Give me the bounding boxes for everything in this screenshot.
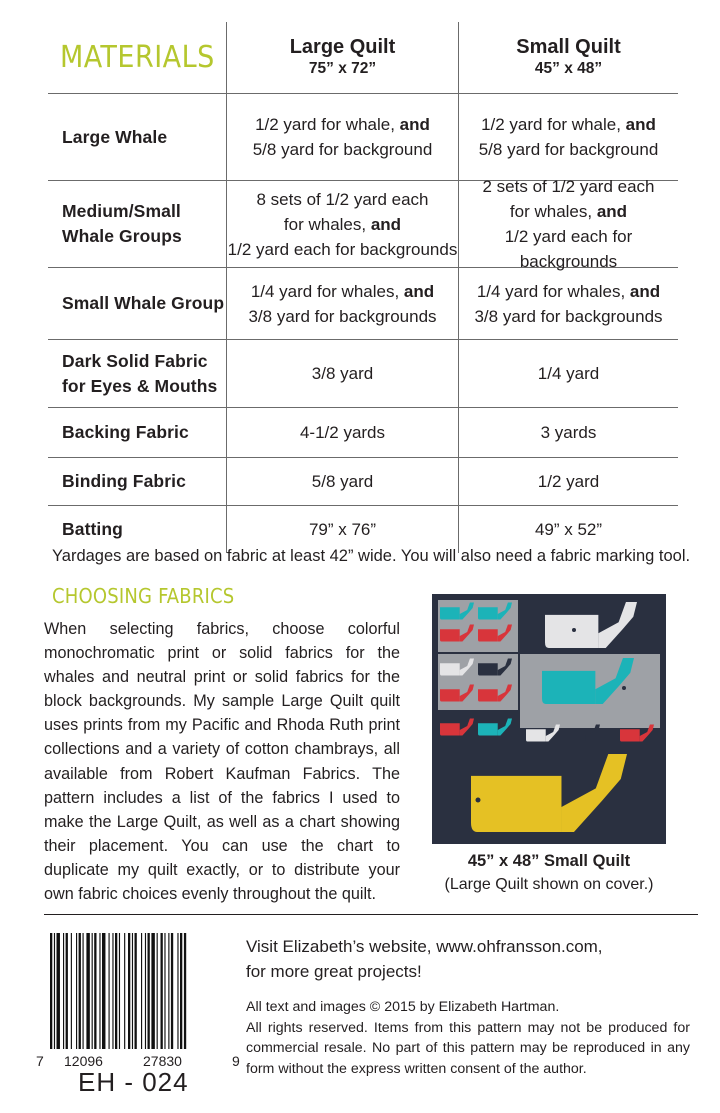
large-quilt-cell: 1/2 yard for whale, and 5/8 yard for background	[226, 94, 458, 180]
table-row	[48, 458, 678, 506]
small-quilt-dims: 45” x 48”	[534, 60, 603, 77]
small-quilt-image	[432, 594, 666, 844]
row-label: Small Whale Group	[62, 293, 225, 313]
large-quilt-title: Large Quilt	[289, 36, 396, 58]
table-row	[48, 408, 678, 458]
quilt-caption-note: (Large Quilt shown on cover.)	[444, 876, 654, 893]
barcode-digit: 27830	[143, 1053, 182, 1069]
small-quilt-cell: 1/4 yard	[458, 340, 678, 407]
website-promo: Visit Elizabeth’s website, www.ohfransson.com, for more great projects!	[246, 937, 603, 981]
copyright-notice: All text and images © 2015 by Elizabeth Hartman. All rights reserved. Items from this pattern may not be produced for commercial resale. No part of this pattern may be reproduced in any form without the express written consent of the author.	[246, 999, 690, 1077]
barcode-image	[48, 933, 224, 1055]
table-row	[48, 506, 678, 553]
large-quilt-cell: 4-1/2 yards	[226, 408, 458, 457]
divider	[44, 914, 698, 915]
small-quilt-cell: 49” x 52”	[458, 506, 678, 553]
large-quilt-cell: 5/8 yard	[226, 458, 458, 505]
materials-table	[48, 22, 678, 553]
barcode-digit: 12096	[64, 1053, 103, 1069]
row-label: Medium/Small Whale Groups	[62, 201, 182, 246]
materials-heading: MATERIALS	[60, 40, 215, 75]
large-quilt-header	[226, 22, 458, 93]
barcode-digit: 7	[36, 1053, 44, 1069]
row-label: Batting	[62, 519, 123, 539]
small-quilt-cell: 3 yards	[458, 408, 678, 457]
small-quilt-header	[458, 22, 678, 93]
quilt-caption: 45” x 48” Small Quilt	[467, 852, 631, 870]
large-quilt-cell: 3/8 yard	[226, 340, 458, 407]
small-quilt-cell: 2 sets of 1/2 yard each for whales, and 1/2 yard each for backgrounds	[458, 181, 678, 267]
small-quilt-cell: 1/2 yard	[458, 458, 678, 505]
table-row	[48, 340, 678, 408]
table-row	[48, 94, 678, 181]
large-quilt-cell: 8 sets of 1/2 yard each for whales, and 1/2 yard each for backgrounds	[226, 181, 458, 267]
small-quilt-title: Small Quilt	[516, 36, 621, 58]
table-row	[48, 268, 678, 340]
small-quilt-cell: 1/4 yard for whales, and 3/8 yard for backgrounds	[458, 268, 678, 339]
table-header-row	[48, 22, 678, 94]
product-code: EH - 024	[78, 1067, 189, 1097]
large-quilt-cell: 1/4 yard for whales, and 3/8 yard for backgrounds	[226, 268, 458, 339]
choosing-fabrics-body: When selecting fabrics, choose colorful monochromatic print or solid fabrics for the whales and neutral print or solid fabrics for the block backgrounds. My sample Large Quilt quilt uses prints from my Pacific and Rhoda Ruth print collections and a variety of cotton chambrays, all available from Robert Kaufman Fabrics. The pattern includes a list of the fabrics I used to make the Large Quilt, as well as a chart showing their placement. You can use the chart to duplicate my quilt exactly, or to distribute your own fabric choices evenly throughout the quilt.	[44, 620, 400, 904]
small-quilt-cell: 1/2 yard for whale, and 5/8 yard for background	[458, 94, 678, 180]
barcode-digit: 9	[232, 1053, 240, 1069]
table-row	[48, 177, 678, 271]
row-label: Large Whale	[62, 126, 168, 147]
row-label: Dark Solid Fabric for Eyes & Mouths	[62, 350, 218, 396]
large-quilt-dims: 75” x 72”	[308, 60, 377, 77]
yardage-note: Yardages are based on fabric at least 42” wide. You will also need a fabric marking tool.	[52, 547, 691, 565]
row-label: Binding Fabric	[62, 471, 186, 491]
choosing-fabrics-heading: CHOOSING FABRICS	[52, 584, 235, 608]
row-label: Backing Fabric	[62, 422, 189, 442]
large-quilt-cell: 79” x 76”	[226, 506, 458, 553]
